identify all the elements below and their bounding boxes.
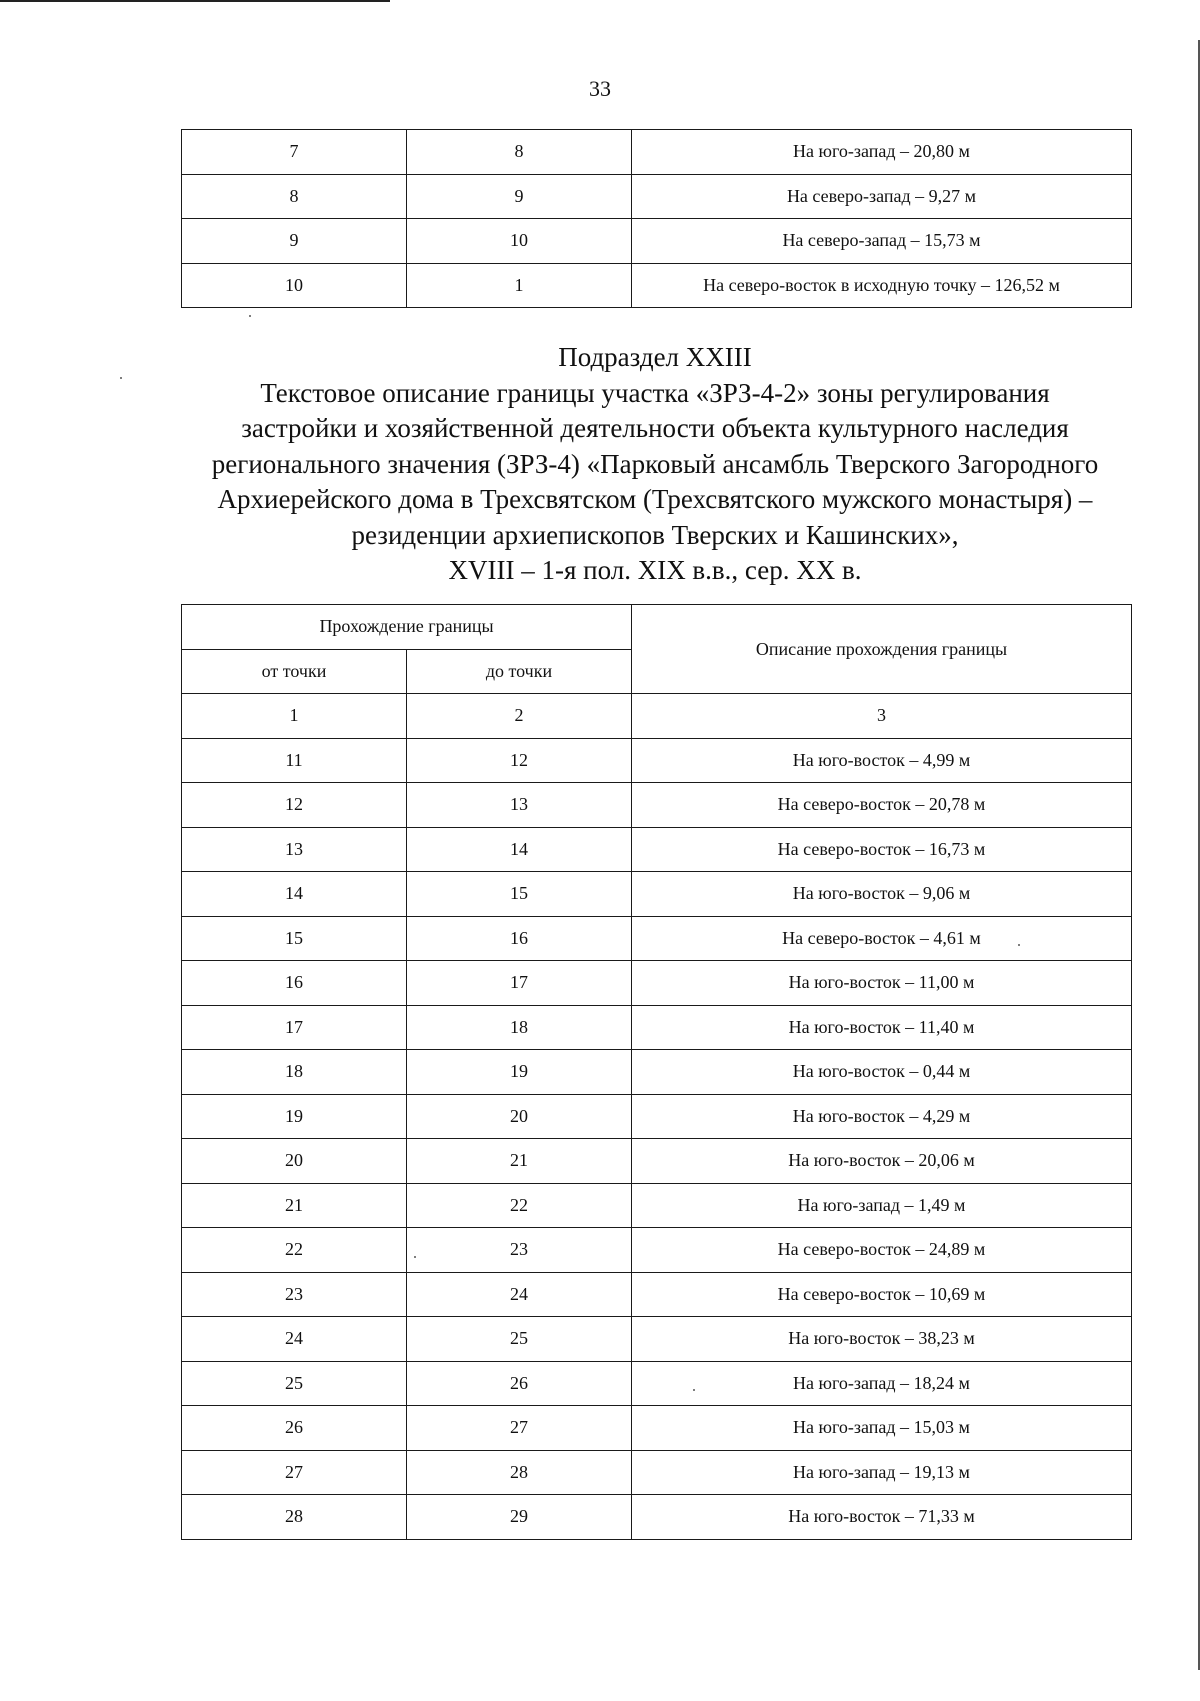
table-row xyxy=(182,1361,1132,1406)
from-point-cell: 8 xyxy=(182,174,407,219)
to-point-cell: 19 xyxy=(407,1050,632,1095)
description-cell: На северо-восток – 4,61 м xyxy=(632,916,1132,961)
from-point-cell: 19 xyxy=(182,1094,407,1139)
from-point-cell: 22 xyxy=(182,1228,407,1273)
to-point-cell: 15 xyxy=(407,872,632,917)
scan-speck xyxy=(1018,944,1020,946)
to-point-cell: 18 xyxy=(407,1005,632,1050)
table-row xyxy=(182,872,1132,917)
from-point-cell: 14 xyxy=(182,872,407,917)
to-point-cell: 28 xyxy=(407,1450,632,1495)
to-point-cell: 17 xyxy=(407,961,632,1006)
from-point-cell: 7 xyxy=(182,130,407,175)
to-point-cell: 29 xyxy=(407,1495,632,1540)
to-point-cell: 25 xyxy=(407,1317,632,1362)
description-cell: На юго-восток – 11,40 м xyxy=(632,1005,1132,1050)
description-cell: На юго-запад – 18,24 м xyxy=(632,1361,1132,1406)
section-line: застройки и хозяйственной деятельности объекта культурного наследия xyxy=(241,413,1069,443)
description-cell: На юго-запад – 1,49 м xyxy=(632,1183,1132,1228)
table-row xyxy=(182,916,1132,961)
from-point-cell: 27 xyxy=(182,1450,407,1495)
to-point-cell: 24 xyxy=(407,1272,632,1317)
page-border-top xyxy=(0,0,390,2)
section-line: регионального значения (ЗРЗ-4) «Парковый ансамбль Тверского Загородного xyxy=(211,448,1099,479)
from-point-cell: 26 xyxy=(182,1406,407,1451)
description-cell: На юго-запад – 19,13 м xyxy=(632,1450,1132,1495)
table-row xyxy=(182,1094,1132,1139)
table-row xyxy=(182,1139,1132,1184)
scan-speck xyxy=(249,315,251,317)
description-cell: На юго-восток – 38,23 м xyxy=(632,1317,1132,1362)
table-row xyxy=(182,1317,1132,1362)
boundary-table xyxy=(181,604,1132,1540)
description-cell: На северо-восток в исходную точку – 126,52 м xyxy=(632,263,1132,308)
header-from-point: от точки xyxy=(182,649,407,694)
description-cell: На северо-запад – 15,73 м xyxy=(632,219,1132,264)
description-cell: На северо-восток – 16,73 м xyxy=(632,827,1132,872)
column-number-row xyxy=(182,694,1132,739)
from-point-cell: 20 xyxy=(182,1139,407,1184)
to-point-cell: 9 xyxy=(407,174,632,219)
from-point-cell: 15 xyxy=(182,916,407,961)
column-number: 1 xyxy=(182,694,407,739)
scan-speck xyxy=(693,1389,695,1391)
from-point-cell: 17 xyxy=(182,1005,407,1050)
to-point-cell: 26 xyxy=(407,1361,632,1406)
to-point-cell: 20 xyxy=(407,1094,632,1139)
table-row xyxy=(182,961,1132,1006)
table-row xyxy=(182,1406,1132,1451)
from-point-cell: 9 xyxy=(182,219,407,264)
to-point-cell: 27 xyxy=(407,1406,632,1451)
section-title: Подраздел XXIII xyxy=(558,342,752,372)
description-cell: На юго-восток – 20,06 м xyxy=(632,1139,1132,1184)
description-cell: На северо-восток – 20,78 м xyxy=(632,783,1132,828)
description-cell: На северо-восток – 10,69 м xyxy=(632,1272,1132,1317)
header-boundary-passage: Прохождение границы xyxy=(182,605,632,650)
to-point-cell: 23 xyxy=(407,1228,632,1273)
table-row xyxy=(182,827,1132,872)
continuation-table xyxy=(181,129,1132,308)
from-point-cell: 16 xyxy=(182,961,407,1006)
description-cell: На юго-запад – 15,03 м xyxy=(632,1406,1132,1451)
description-cell: На юго-запад – 20,80 м xyxy=(632,130,1132,175)
description-cell: На юго-восток – 0,44 м xyxy=(632,1050,1132,1095)
table-row xyxy=(182,174,1132,219)
description-cell: На юго-восток – 9,06 м xyxy=(632,872,1132,917)
description-cell: На юго-восток – 11,00 м xyxy=(632,961,1132,1006)
header-row xyxy=(182,605,1132,650)
section-line: Текстовое описание границы участка «ЗРЗ-4-2» зоны регулирования xyxy=(260,377,1050,408)
page-number: 33 xyxy=(589,76,611,101)
header-description: Описание прохождения границы xyxy=(632,605,1132,694)
description-cell: На северо-восток – 24,89 м xyxy=(632,1228,1132,1273)
description-cell: На юго-восток – 71,33 м xyxy=(632,1495,1132,1540)
table-row xyxy=(182,1050,1132,1095)
section-heading xyxy=(150,340,1160,589)
to-point-cell: 10 xyxy=(407,219,632,264)
table-row xyxy=(182,219,1132,264)
to-point-cell: 12 xyxy=(407,738,632,783)
from-point-cell: 28 xyxy=(182,1495,407,1540)
description-cell: На юго-восток – 4,99 м xyxy=(632,738,1132,783)
from-point-cell: 10 xyxy=(182,263,407,308)
column-number: 2 xyxy=(407,694,632,739)
from-point-cell: 23 xyxy=(182,1272,407,1317)
table-row xyxy=(182,738,1132,783)
to-point-cell: 14 xyxy=(407,827,632,872)
from-point-cell: 24 xyxy=(182,1317,407,1362)
to-point-cell: 16 xyxy=(407,916,632,961)
to-point-cell: 8 xyxy=(407,130,632,175)
table-row xyxy=(182,263,1132,308)
from-point-cell: 12 xyxy=(182,783,407,828)
continuation-table-body xyxy=(182,130,1132,308)
table-row xyxy=(182,1005,1132,1050)
header-to-point: до точки xyxy=(407,649,632,694)
to-point-cell: 1 xyxy=(407,263,632,308)
boundary-table-body xyxy=(182,738,1132,1539)
from-point-cell: 18 xyxy=(182,1050,407,1095)
boundary-table-header xyxy=(182,605,1132,739)
description-cell: На юго-восток – 4,29 м xyxy=(632,1094,1132,1139)
description-cell: На северо-запад – 9,27 м xyxy=(632,174,1132,219)
section-line: Архиерейского дома в Трехсвятском (Трехсвятского мужского монастыря) – xyxy=(217,484,1093,514)
from-point-cell: 11 xyxy=(182,738,407,783)
to-point-cell: 13 xyxy=(407,783,632,828)
from-point-cell: 21 xyxy=(182,1183,407,1228)
section-line: резиденции архиепископов Тверских и Кашинских», xyxy=(351,519,959,550)
table-row xyxy=(182,1272,1132,1317)
from-point-cell: 25 xyxy=(182,1361,407,1406)
to-point-cell: 21 xyxy=(407,1139,632,1184)
column-number: 3 xyxy=(632,694,1132,739)
table-row xyxy=(182,130,1132,175)
to-point-cell: 22 xyxy=(407,1183,632,1228)
table-row xyxy=(182,1183,1132,1228)
table-row xyxy=(182,1228,1132,1273)
section-line: XVIII – 1-я пол. XIX в.в., сер. XX в. xyxy=(448,555,862,585)
from-point-cell: 13 xyxy=(182,827,407,872)
table-row xyxy=(182,1495,1132,1540)
table-row xyxy=(182,1450,1132,1495)
table-row xyxy=(182,783,1132,828)
scan-speck xyxy=(120,377,122,379)
scan-speck xyxy=(414,1256,416,1258)
